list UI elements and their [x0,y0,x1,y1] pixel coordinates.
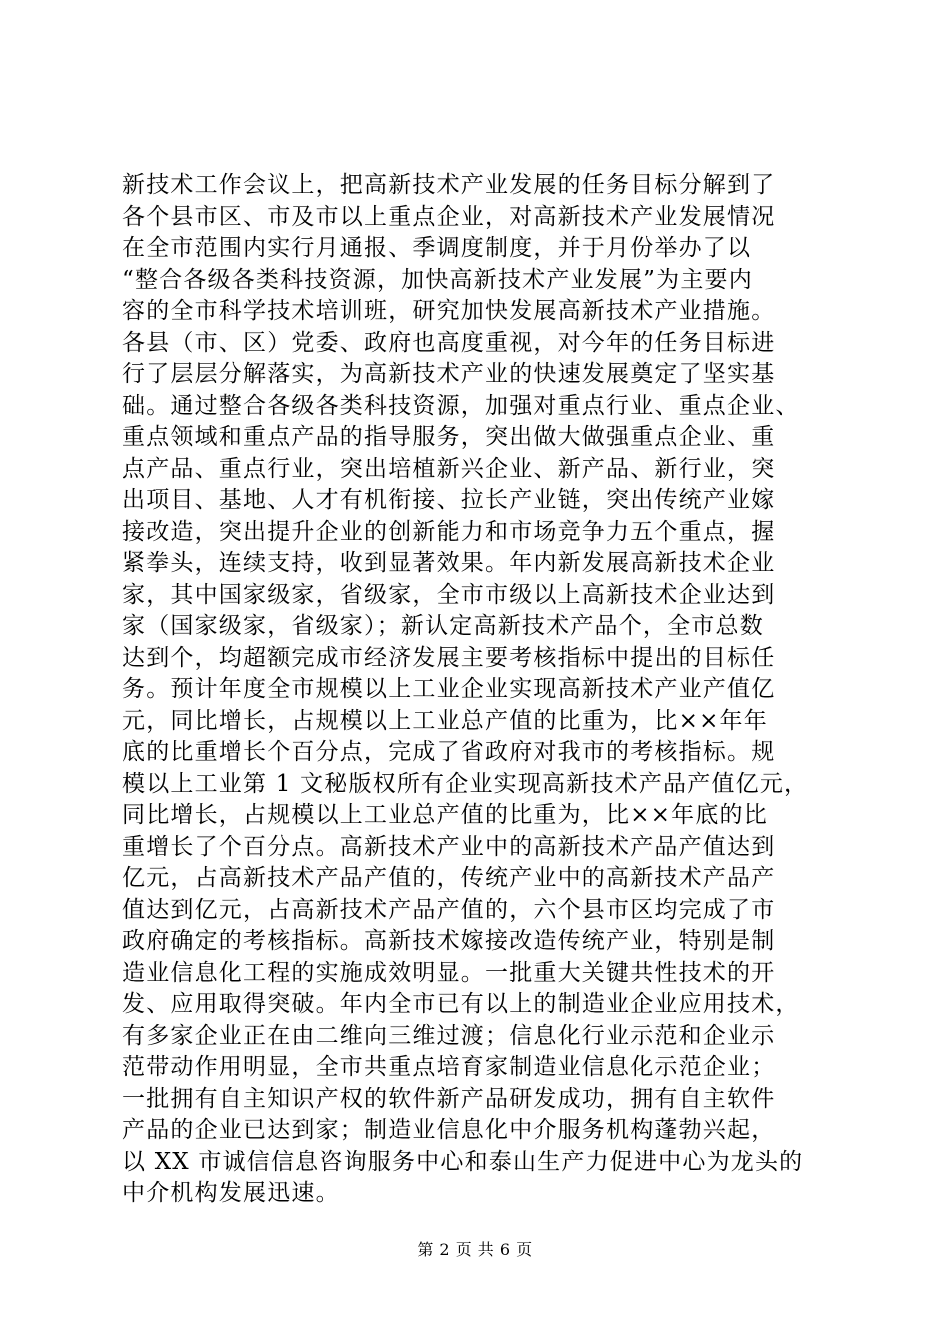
text-line: 础。通过整合各级各类科技资源，加强对重点行业、重点企业、 [122,392,800,419]
text-line: 政府确定的考核指标。高新技术嫁接改造传统产业，特别是制 [122,928,776,954]
text-line: 以 XX 市诚信信息咨询服务中心和泰山生产力促进中心为龙头的 [122,1148,804,1175]
text-line: 底的比重增长个百分点，完成了省政府对我市的考核指标。规 [122,739,776,765]
text-line: 一批拥有自主知识产权的软件新产品研发成功，拥有自主软件 [122,1085,776,1112]
text-line: 亿元，占高新技术产品产值的，传统产业中的高新技术产品产 [122,865,776,891]
text-line: 行了层层分解落实，为高新技术产业的快速发展奠定了坚实基 [122,361,776,387]
text-line: 造业信息化工程的实施成效明显。一批重大关键共性技术的开 [122,959,776,986]
page-number-footer: 第 2 页 共 6 页 [417,1240,533,1259]
text-line: 有多家企业正在由二维向三维过渡；信息化行业示范和企业示 [122,1022,776,1049]
text-line: 接改造，突出提升企业的创新能力和市场竞争力五个重点，握 [122,518,776,545]
text-line: “整合各级各类科技资源，加快高新技术产业发展”为主要内 [122,266,753,293]
text-line: 务。预计年度全市规模以上工业企业实现高新技术产业产值亿 [122,676,776,702]
text-line: 各县（市、区）党委、政府也高度重视，对今年的任务目标进 [122,329,776,356]
text-line: 紧拳头，连续支持，收到显著效果。年内新发展高新技术企业 [122,550,776,576]
text-line: 出项目、基地、人才有机衔接、拉长产业链，突出传统产业嫁 [122,487,776,513]
text-line: 元，同比增长，占规模以上工业总产值的比重为，比××年年 [122,707,768,734]
text-line: 产品的企业已达到家；制造业信息化中介服务机构蓬勃兴起， [122,1117,776,1143]
text-line: 点产品、重点行业，突出培植新兴企业、新产品、新行业，突 [122,455,776,482]
text-line: 重增长了个百分点。高新技术产业中的高新技术产品产值达到 [122,833,776,860]
text-line: 重点领域和重点产品的指导服务，突出做大做强重点企业、重 [122,424,776,450]
text-line: 容的全市科学技术培训班，研究加快发展高新技术产业措施。 [122,298,776,324]
text-line: 在全市范围内实行月通报、季调度制度，并于月份举办了以 [122,235,752,261]
text-line: 新技术工作会议上，把高新技术产业发展的任务目标分解到了 [122,172,776,198]
text-line: 家（国家级家，省级家）；新认定高新技术产品个，全市总数 [122,613,764,639]
text-line: 值达到亿元，占高新技术产品产值的，六个县市区均完成了市 [122,896,776,923]
text-line: 同比增长，占规模以上工业总产值的比重为，比××年底的比 [122,802,768,828]
text-line: 范带动作用明显，全市共重点培育家制造业信息化示范企业； [122,1054,776,1080]
text-line: 达到个，均超额完成市经济发展主要考核指标中提出的目标任 [122,644,776,671]
body-paragraph [122,170,842,1210]
text-line: 各个县市区、市及市以上重点企业，对高新技术产业发展情况 [122,203,776,230]
text-line: 家，其中国家级家，省级家，全市市级以上高新技术企业达到 [122,581,776,608]
text-line: 发、应用取得突破。年内全市已有以上的制造业企业应用技术， [122,991,800,1017]
text-line: 中介机构发展迅速。 [122,1180,340,1206]
text-line: 模以上工业第 1 文秘版权所有企业实现高新技术产品产值亿元， [122,770,809,797]
